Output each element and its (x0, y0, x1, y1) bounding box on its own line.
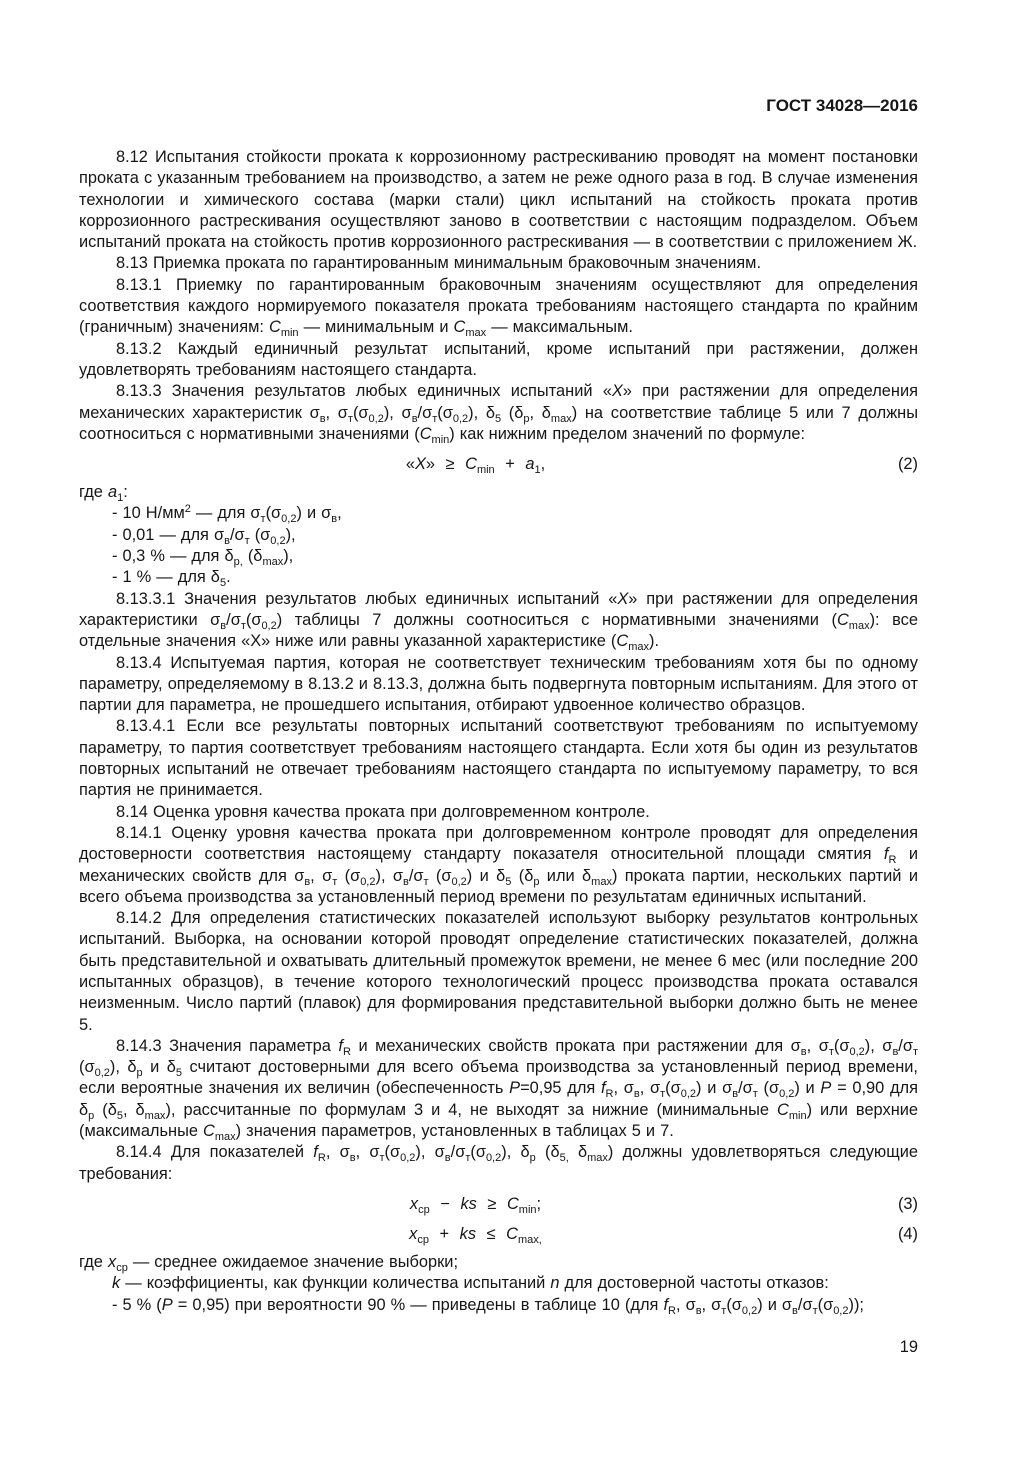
paragraph-8-14-4: 8.14.4 Для показателей $f_R$, $\sigma_в$, $\sigma_т(\sigma_{0,2})$, $\sigma_в/\sigma_т(\sigma_{0,2})$, $\delta_р$ ($\delta_{5,}$ $\delta_{max}$) должны удовлетворяться следующие требования: (79, 1143, 918, 1183)
formula-4 (79, 1223, 918, 1245)
a1-list-item-2: - 0,01 — для $\sigma_в/\sigma_т$ $(\sigma_{0,2})$, (112, 525, 296, 547)
paragraph-8-14-2: 8.14.2 Для определения статистических показателей используют выборку результатов контрольных испытаний. Выборка, на основании которой проводят определение статистических показателей, должна быть представительной и охватывать длительный промежуток времени, не менее 6 мес (или последние 200 испытанных образцов), в течение которого технологический процесс производства проката оставался неизменным. Число партий (плавок) для формирования представительной выборки должно быть не менее 5. (79, 909, 918, 1034)
paragraph-8-13-4: 8.13.4 Испытуемая партия, которая не соответствует техническим требованиям хотя бы по одному параметру, определяемому в 8.13.2 и 8.13.3, должна быть подвергнута повторным испытаниям. Для этого от партии для параметра, не прошедшего испытания, отбирают удвоенное количество образцов. (79, 653, 918, 715)
a1-list-item-3: - 0,3 % — для $\delta_{р,}$ $(\delta_{max})$, (112, 547, 294, 569)
paragraph-8-14: 8.14 Оценка уровня качества проката при долговременном контроле. (116, 802, 650, 821)
paragraph-8-14-3: 8.14.3 Значения параметра $f_R$ и механических свойств проката при растяжении для $\sigma_в$, $\sigma_т(\sigma_{0,2})$, $\sigma_в/\sigma_т$ $(\sigma_{0,2})$, $\delta_р$ и $\delta_5$ считают достоверными для всего объема производства за установленный период времени, если вероятные значения их величин (обеспеченность P=0,95 для $f_R$, $\sigma_в$, $\sigma_т(\sigma_{0,2})$ и $\sigma_в/\sigma_т$ $(\sigma_{0,2})$ и P = 0,90 для $\delta_р$ ($\delta_5$, $\delta_{max}$), рассчитанные по формулам 3 и 4, не выходят за нижние (минимальные $C_{min}$) или верхние (максимальные $C_{max}$) значения параметров, установленных в таблицах 5 и 7. (79, 1036, 919, 1144)
paragraph-8-13-2: 8.13.2 Каждый единичный результат испытаний, кроме испытаний при растяжении, должен удовлетворять требованиям настоящего стандарта. (79, 339, 918, 379)
doc-code: ГОСТ 34028—2016 (766, 96, 918, 115)
where-a1-label: где $a_1$: (79, 483, 128, 505)
formula-2-number: (2) (897, 455, 918, 474)
paragraph-8-13-3-1: 8.13.3.1 Значения результатов любых единичных испытаний «X» при растяжении для определения характеристики $\sigma_в/\sigma_т(\sigma_{0,2})$ таблицы 7 должны соотноситься с нормативными значениями $(C_{max})$: все отдельные значения «X» ниже или равны указанной характеристике $(C_{max})$. (79, 589, 918, 654)
page-content (79, 97, 918, 1316)
formula-2-expression: «X» ≥ $C_{min} + a_1$, (405, 455, 546, 477)
formula-4-expression: $x_{ср}$ + ks ≤ $C_{max,}$ (409, 1224, 542, 1246)
where-k-definition: k — коэффициенты, как функции количества испытаний n для достоверной частоты отказов: (112, 1274, 829, 1293)
paragraph-8-13-3: 8.13.3 Значения результатов любых единичных испытаний «X» при растяжении для определения механических характеристик $\sigma_в$, $\sigma_т(\sigma_{0,2})$, $\sigma_в/\sigma_т(\sigma_{0,2})$, $\delta_5$ ($\delta_р$, $\delta_{max}$) на соответствие таблице 5 или 7 должны соотноситься с нормативными значениями $(C_{min})$ как нижним пределом значений по формуле: (79, 382, 918, 446)
paragraph-8-14-1: 8.14.1 Оценку уровня качества проката при долговременном контроле проводят для определения достоверности соответствия настоящему стандарту показателя относительной площади смятия $f_R$ и механических свойств для $\sigma_в$, $\sigma_т$ $(\sigma_{0,2})$, $\sigma_в/\sigma_т$ $(\sigma_{0,2})$ и $\delta_5$ ($\delta_р$ или $\delta_{max}$) проката партии, нескольких партий и всего объема производства за установленный период времени по результатам единичных испытаний. (79, 823, 918, 906)
paragraph-8-12: 8.12 Испытания стойкости проката к коррозионному растрескиванию проводят на момент постановки проката с указанным требованием на производство, а затем не реже одного раза в год. В случае изменения технологии и химического состава (марки стали) цикл испытаний на стойкость проката против коррозионного растрескивания осуществляют заново в соответствии с настоящим подразделом. Объем испытаний проката на стойкость против коррозионного растрескивания — в соответствии с приложением Ж. (79, 148, 918, 252)
paragraph-8-13-4-1: 8.13.4.1 Если все результаты повторных испытаний соответствуют требованиям по испытуемому параметру, то партия соответствует требованиям настоящего стандарта. Если хотя бы один из результатов повторных испытаний не отвечает требованиям настоящего стандарта по испытуемому параметру, то вся партия не принимается. (79, 717, 918, 800)
a1-list-item-4: - 1 % — для $\delta_5$. (112, 568, 231, 590)
formula-3-expression: $x_{ср}$ − ks ≥ $C_{min}$; (409, 1194, 542, 1216)
formula-4-number: (4) (897, 1224, 918, 1243)
a1-list-item-1: - 10 $Н/мм^2$ — для $\sigma_т(\sigma_{0,2})$ и $\sigma_в$, (112, 503, 342, 526)
paragraph-8-13: 8.13 Приемка проката по гарантированным минимальным браковочным значениям. (116, 254, 761, 273)
where-x-definition: где $x_{ср}$ — среднее ожидаемое значение выборки; (79, 1252, 459, 1274)
k-list-item-1: - 5 % (P = 0,95) при вероятности 90 % — приведены в таблице 10 (для $f_R$, $\sigma_в$, $\sigma_т(\sigma_{0,2})$ и $\sigma_в/\sigma_т(\sigma_{0,2})$); (112, 1295, 864, 1317)
paragraph-8-13-1: 8.13.1 Приемку по гарантированным браковочным значениям осуществляют для определения соответствия каждого нормируемого показателя проката требованиям настоящего стандарта по крайним (граничным) значениям: $C_{min}$ — минимальным и $C_{max}$ — максимальным. (79, 275, 918, 340)
formula-2 (79, 453, 918, 475)
formula-3 (79, 1193, 918, 1215)
page-number: 19 (899, 1338, 918, 1356)
formula-3-number: (3) (897, 1194, 918, 1213)
